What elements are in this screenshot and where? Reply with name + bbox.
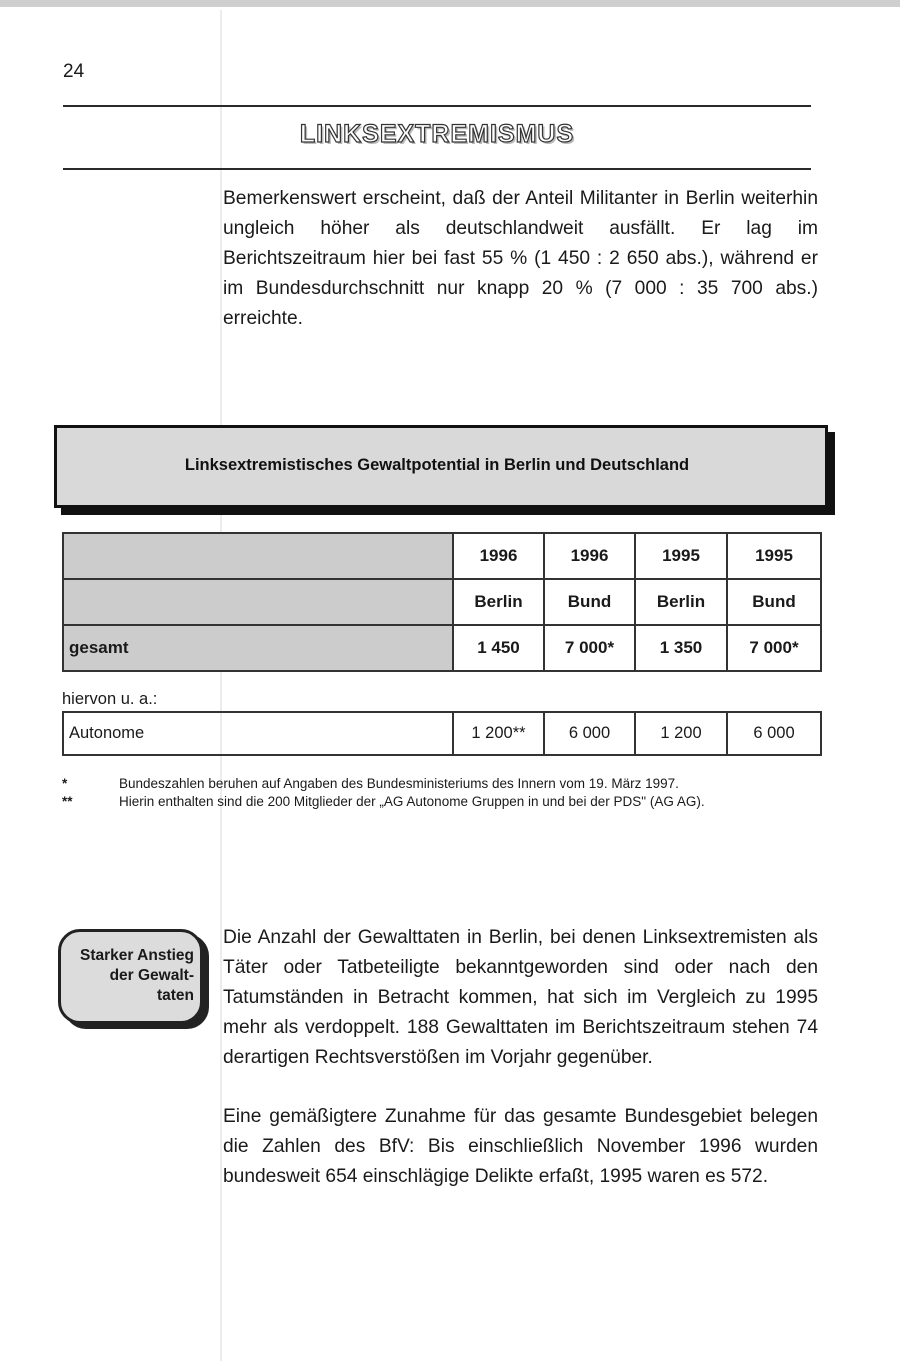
header-region-cell: Berlin	[635, 579, 727, 625]
header-region-cell: Bund	[727, 579, 821, 625]
total-value-cell: 1 450	[453, 625, 544, 671]
table-corner-cell	[63, 533, 453, 579]
total-value-cell: 7 000*	[544, 625, 635, 671]
sub-statistics-table	[62, 711, 822, 756]
header-year-cell: 1996	[544, 533, 635, 579]
body-paragraph-1: Die Anzahl der Gewalttaten in Berlin, bei denen Linksextremisten als Täter oder Tatbeteiligte bekanntgeworden sind oder nach den Tatumständen in Betracht kommen, hat sich im Vergleich zu 1995 mehr als verdoppelt. 188 Gewalttaten im Berichtszeitraum stehen 74 derartigen Rechtsverstößen im Vorjahr gegenüber.	[223, 927, 818, 1068]
autonome-value-cell: 6 000	[544, 712, 635, 755]
header-region-cell: Bund	[544, 579, 635, 625]
running-title: LINKSEXTREMISMUS	[299, 120, 575, 148]
margin-note-line: der Gewalt-	[109, 967, 194, 984]
margin-note-line: Starker Anstieg	[80, 947, 194, 964]
total-value-cell: 1 350	[635, 625, 727, 671]
total-value-cell: 7 000*	[727, 625, 821, 671]
footnote-text: Bundeszahlen beruhen auf Angaben des Bundesministeriums des Innern vom 19. März 1997.	[119, 776, 679, 791]
footnote-marker: *	[62, 776, 68, 791]
header-rule-top	[63, 105, 811, 107]
margin-note-line: taten	[156, 987, 194, 1004]
margin-note-label	[59, 946, 194, 1006]
table-row-years	[63, 533, 821, 579]
table-subheading: hiervon u. a.:	[62, 690, 158, 708]
scan-top-edge	[0, 0, 900, 7]
autonome-value-cell: 1 200**	[453, 712, 544, 755]
footnote-marker: **	[62, 794, 73, 809]
header-year-cell: 1995	[635, 533, 727, 579]
table-row-autonome	[63, 712, 821, 755]
row-label-total: gesamt	[63, 625, 453, 671]
table-row-regions	[63, 579, 821, 625]
table-title-banner	[54, 425, 828, 508]
header-region-cell: Berlin	[453, 579, 544, 625]
body-paragraph-2: Eine gemäßigtere Zunahme für das gesamte Bundesgebiet belegen die Zahlen des BfV: Bis einschließlich November 1996 wurden bundesweit 654 einschlägige Delikte erfaßt, 1995 waren es 572.	[223, 1106, 818, 1187]
table-title: Linksextremistisches Gewaltpotential in Berlin und Deutschland	[184, 456, 690, 474]
statistics-table	[62, 532, 822, 672]
header-year-cell: 1995	[727, 533, 821, 579]
table-row-total	[63, 625, 821, 671]
table-corner-cell	[63, 579, 453, 625]
page-number: 24	[63, 61, 85, 82]
footnote-text: Hierin enthalten sind die 200 Mitglieder der „AG Autonome Gruppen in und bei der PDS" (AG AG).	[119, 794, 705, 809]
margin-note-box	[58, 929, 203, 1024]
row-label-autonome: Autonome	[63, 712, 453, 755]
intro-paragraph: Bemerkenswert erscheint, daß der Anteil Militanter in Berlin weiterhin ungleich höher als deutschlandweit ausfällt. Er lag im Berichtszeitraum hier bei fast 55 % (1 450 : 2 650 abs.), während er im Bundesdurchschnitt nur knapp 20 % (7 000 : 35 700 abs.) erreichte.	[223, 188, 818, 329]
header-year-cell: 1996	[453, 533, 544, 579]
autonome-value-cell: 1 200	[635, 712, 727, 755]
header-rule-bottom	[63, 168, 811, 170]
autonome-value-cell: 6 000	[727, 712, 821, 755]
page-gutter-shadow	[220, 10, 222, 1361]
